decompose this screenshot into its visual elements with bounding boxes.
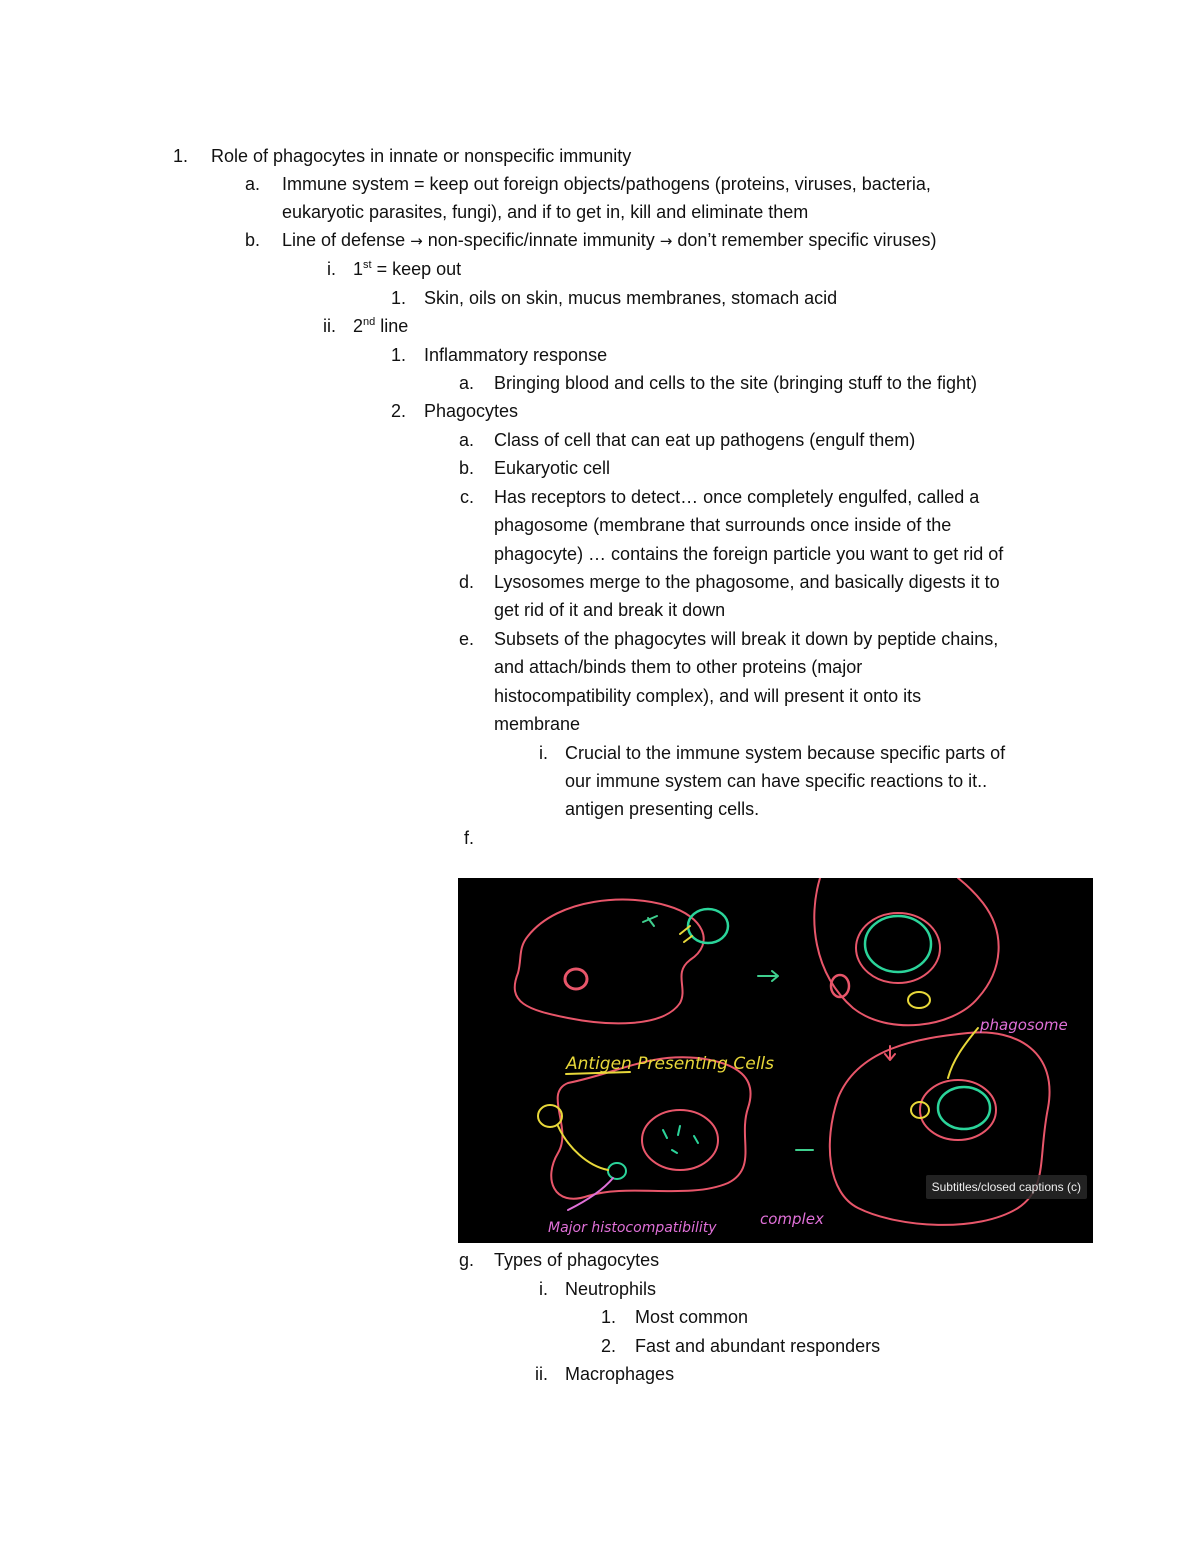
text-segment: non-specific/innate immunity (422, 230, 660, 250)
outline-text: eukaryotic parasites, fungi), and if to get in, kill and eliminate them (282, 202, 809, 222)
text-segment: Line of defense (282, 230, 411, 250)
outline-text: our immune system can have specific reactions to it.. (565, 771, 988, 791)
list-marker: f. (463, 828, 474, 848)
list-marker: ii. (323, 316, 336, 336)
outline-text: antigen presenting cells. (565, 799, 760, 819)
step-arrow (758, 971, 778, 981)
presentation-arrow (558, 1126, 608, 1170)
outline-text: phagocyte) … contains the foreign particle you want to get rid of (494, 544, 1004, 564)
outline-text: Subsets of the phagocytes will break it down by peptide chains, (494, 629, 999, 649)
text-segment: don’t remember specific viruses) (672, 230, 937, 250)
outline-text (353, 255, 461, 283)
right-arrow-icon: → (410, 232, 423, 250)
mhc-bound-antigen (608, 1163, 626, 1179)
phagosome-label: phagosome (980, 1016, 1068, 1034)
list-marker: 2. (390, 401, 406, 421)
captions-badge: Subtitles/closed captions (c) (926, 1175, 1087, 1199)
outline-text: Lysosomes merge to the phagosome, and basically digests it to (494, 572, 1000, 592)
outline-text: Class of cell that can eat up pathogens (engulf them) (494, 430, 916, 450)
outline-text (282, 226, 936, 255)
list-marker: i. (327, 259, 336, 279)
outline-text: Crucial to the immune system because specific parts of (565, 743, 1006, 763)
text-segment: line (375, 316, 409, 336)
outline-text: get rid of it and break it down (494, 600, 726, 620)
engulfed-pathogen (865, 916, 931, 972)
outline-text: histocompatibility complex), and will present it onto its (494, 686, 922, 706)
list-marker: 2. (600, 1336, 616, 1356)
ordinal-number: 2 (353, 316, 364, 336)
outline-text: Macrophages (565, 1364, 675, 1384)
list-marker: g. (458, 1250, 474, 1270)
outline-text: membrane (494, 714, 581, 734)
pathogen (688, 909, 728, 943)
mhc-label: Major histocompatibility (548, 1220, 717, 1236)
apc-label: Antigen Presenting Cells (566, 1054, 775, 1074)
outline-text: Has receptors to detect… once completely engulfed, called a (494, 487, 980, 507)
text-segment: = keep out (371, 259, 462, 279)
ordinal-number: 1 (353, 259, 364, 279)
list-marker: i. (539, 1279, 548, 1299)
ordinal-suffix: st (363, 259, 372, 271)
right-arrow-icon: → (659, 232, 673, 250)
list-marker: 1. (390, 345, 406, 365)
presented-antigen (538, 1105, 562, 1127)
outline-text: Fast and abundant responders (635, 1336, 881, 1356)
outline-text: Phagocytes (424, 401, 519, 421)
outline-text: Types of phagocytes (494, 1250, 660, 1270)
outline-text (353, 312, 408, 340)
outline-text: Immune system = keep out foreign objects/pathogens (proteins, viruses, bacteria, (282, 174, 931, 194)
outline-text: Inflammatory response (424, 345, 608, 365)
list-marker: e. (458, 629, 474, 649)
mhc-pointer (568, 1178, 613, 1210)
cell-nucleus (642, 1110, 718, 1170)
engulfed-pathogen (938, 1087, 990, 1129)
phagocyte-cell-outline (814, 878, 998, 1025)
cell-nucleus (565, 969, 587, 989)
complex-label: complex (760, 1210, 824, 1228)
list-marker: 1. (600, 1307, 616, 1327)
outline-text: Bringing blood and cells to the site (bringing stuff to the fight) (494, 373, 977, 393)
outline-text: Neutrophils (565, 1279, 657, 1299)
outline-text: and attach/binds them to other proteins (major (494, 657, 863, 677)
phagocyte-cell-outline (515, 900, 704, 1024)
list-marker: a. (458, 430, 474, 450)
antigen-presenting-cell-outline (551, 1057, 750, 1199)
list-marker: ii. (535, 1364, 548, 1384)
outline-text: Most common (635, 1307, 749, 1327)
list-marker: i. (539, 743, 548, 763)
list-marker: a. (244, 174, 260, 194)
list-marker: c. (459, 487, 474, 507)
antigen-presentation-diagram (458, 878, 1093, 1243)
list-marker: 1. (172, 146, 188, 166)
lysosome (908, 992, 930, 1008)
peptide-fragments (663, 1126, 698, 1153)
engulf-arrow (643, 916, 657, 926)
list-marker: 1. (390, 288, 406, 308)
list-marker: b. (244, 230, 260, 250)
outline-text: phagosome (membrane that surrounds once inside of the (494, 515, 952, 535)
phagosome-membrane (920, 1080, 996, 1140)
outline-text: Role of phagocytes in innate or nonspecific immunity (211, 146, 632, 166)
outline-text: Skin, oils on skin, mucus membranes, stomach acid (424, 288, 838, 308)
list-marker: b. (458, 458, 474, 478)
ordinal-suffix: nd (363, 316, 376, 328)
list-marker: d. (458, 572, 474, 592)
list-marker: a. (458, 373, 474, 393)
outline-text: Eukaryotic cell (494, 458, 611, 478)
